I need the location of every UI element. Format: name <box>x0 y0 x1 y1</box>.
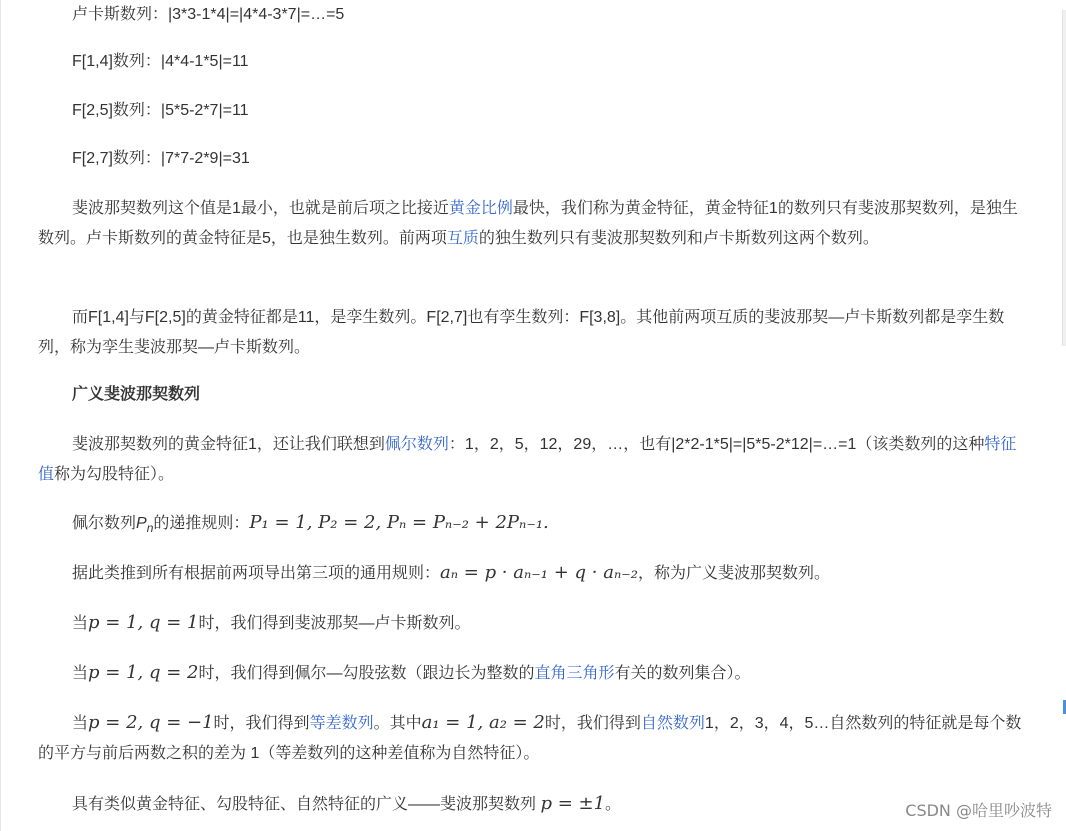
link-coprime[interactable]: 互质 <box>446 230 479 247</box>
para-lucas: 卢卡斯数列：|3*3-1*4|=|4*4-3*7|=…=5 <box>72 6 345 23</box>
text: 时，我们得到斐波那契—卢卡斯数列。 <box>198 615 471 632</box>
text: 时，我们得到佩尔—勾股弦数（跟边长为整数的 <box>198 665 535 682</box>
text: 时，我们得到 <box>213 715 310 732</box>
text: 斐波那契数列的黄金特征1，还让我们联想到 <box>72 436 385 453</box>
link-arithmetic-sequence[interactable]: 等差数列 <box>309 715 374 732</box>
text: 时，我们得到 <box>544 715 641 732</box>
csdn-watermark: CSDN @哈里吵波特 <box>905 801 1052 820</box>
math-summary: p = ±1 <box>540 793 606 814</box>
text: 当 <box>72 615 89 632</box>
text: 。其中 <box>373 715 422 732</box>
link-right-triangle[interactable]: 直角三角形 <box>534 665 615 682</box>
link-eigenvalue[interactable]: 特征值 <box>38 436 1017 483</box>
text: 称为勾股特征）。 <box>54 466 175 483</box>
link-natural-numbers[interactable]: 自然数列 <box>640 715 705 732</box>
para-summary <box>38 789 1028 820</box>
para-case-arith <box>38 708 1028 769</box>
math-case2: p = 1, q = 2 <box>88 662 199 683</box>
para-f27: F[2,7]数列：|7*7-2*9|=31 <box>72 150 250 167</box>
para-pell-recurrence <box>38 508 1028 543</box>
para-general-rule <box>38 558 1028 589</box>
math-pell-formula: P₁ = 1, P₂ = 2, Pₙ = Pₙ₋₂ + 2Pₙ₋₁. <box>249 512 549 533</box>
para-pell <box>38 430 1028 490</box>
para-twin: 而F[1,4]与F[2,5]的黄金特征都是11，是孪生数列。F[2,7]也有孪生数列：F[3,8]。其他前两项互质的斐波那契—卢卡斯数列都是孪生数列，称为孪生斐波那契—卢卡斯数列。 <box>38 309 1005 356</box>
text: 最快，我们称为黄金特征，黄金特征1的数列只有斐波那契数列，是独生数列。卢卡斯数列的黄金特征是5，也是独生数列。前两项 <box>38 200 1018 247</box>
para-golden-feature <box>38 194 1028 254</box>
para-case-pell <box>38 658 1028 689</box>
text: 。 <box>605 796 622 813</box>
math-inline: $P_n$ <box>136 515 154 536</box>
para-case-fib <box>38 608 1028 639</box>
text: 的独生数列只有斐波那契数列和卢卡斯数列这两个数列。 <box>478 230 879 247</box>
text: 据此类推到所有根据前两项导出第三项的通用规则： <box>72 565 441 582</box>
text: 有关的数列集合）。 <box>614 665 751 682</box>
para-f14: F[1,4]数列：|4*4-1*5|=11 <box>72 53 249 70</box>
text: ，称为广义斐波那契数列。 <box>637 565 830 582</box>
text: 的递推规则： <box>153 515 250 532</box>
text: 当 <box>72 715 89 732</box>
text: 1，2，3，4，5…自然数列的特征就是每个数的平方与前后两数之积的差为 1（等差数列的这种差值称为自然特征）。 <box>38 715 1022 762</box>
text: 当 <box>72 665 89 682</box>
section-heading: 广义斐波那契数列 <box>72 386 201 403</box>
text: 具有类似黄金特征、勾股特征、自然特征的广义——斐波那契数列 <box>72 796 541 813</box>
math-case3: p = 2, q = −1 <box>88 712 214 733</box>
para-f25: F[2,5]数列：|5*5-2*7|=11 <box>72 102 249 119</box>
link-pell-sequence[interactable]: 佩尔数列 <box>384 436 449 453</box>
link-golden-ratio[interactable]: 黄金比例 <box>448 200 513 217</box>
right-rail <box>1062 10 1066 346</box>
math-general-formula: aₙ = p · aₙ₋₁ + q · aₙ₋₂ <box>440 562 638 583</box>
text: 佩尔数列 <box>72 515 137 532</box>
text: ：1，2，5，12，29，…，也有|2*2-1*5|=|5*5-2*12|=…=1（该类数列的这种 <box>448 436 985 453</box>
math-initial-terms: a₁ = 1, a₂ = 2 <box>421 712 545 733</box>
text: 斐波那契数列这个值是1最小，也就是前后项之比接近 <box>72 200 449 217</box>
math-case1: p = 1, q = 1 <box>88 612 199 633</box>
